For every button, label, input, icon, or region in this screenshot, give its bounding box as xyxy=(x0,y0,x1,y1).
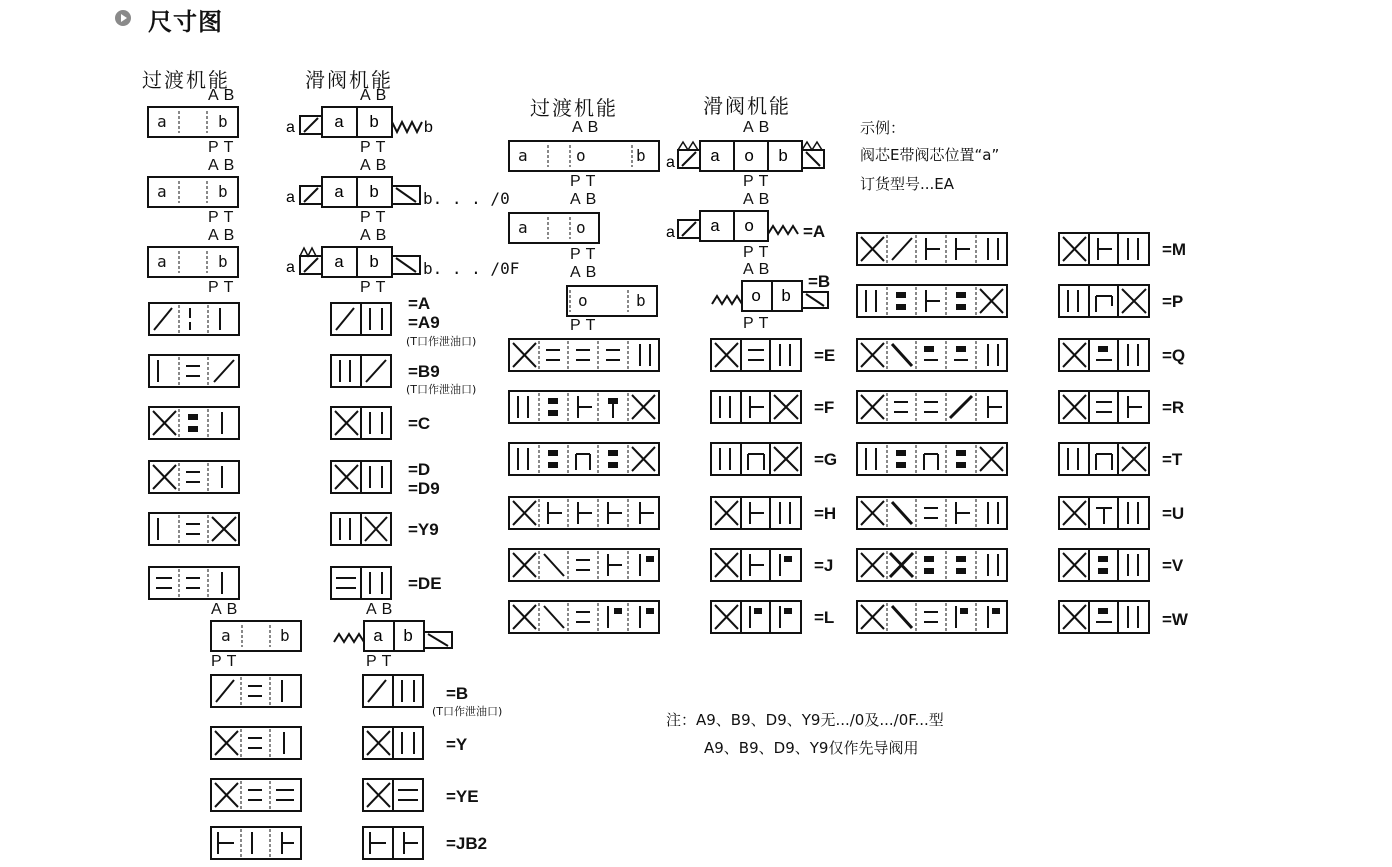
spool-valve-detent xyxy=(282,176,432,208)
cell-a: a xyxy=(518,146,528,165)
port-label-ab: AB xyxy=(570,191,602,208)
port-label-ab: AB xyxy=(360,87,392,104)
cell-a: a xyxy=(157,112,167,131)
spool-symbol xyxy=(148,512,240,546)
label-e: =E xyxy=(814,346,836,365)
spool-symbol xyxy=(362,826,424,860)
spool-symbol xyxy=(856,284,1008,318)
cell-b: b xyxy=(636,291,646,310)
svg-text:a: a xyxy=(666,224,675,241)
port-label-ab: AB xyxy=(743,191,775,208)
svg-text:a: a xyxy=(666,154,675,171)
spool-symbol xyxy=(856,442,1008,476)
label-c: =C xyxy=(408,414,431,433)
label-r: =R xyxy=(1162,398,1185,417)
svg-text:b: b xyxy=(369,184,380,203)
port-label-pt: PT xyxy=(211,653,242,670)
label-m: =M xyxy=(1162,240,1187,259)
label-p: =P xyxy=(1162,292,1184,311)
label-j: =J xyxy=(814,556,834,575)
suffix-zero: b. . . /0 xyxy=(423,189,510,208)
svg-text:a: a xyxy=(710,218,721,237)
note-line-2: A9、B9、D9、Y9仅作先导阀用 xyxy=(704,739,919,757)
spool-symbol xyxy=(508,338,660,372)
label-d: =D xyxy=(408,460,431,479)
spool-symbol xyxy=(710,390,802,424)
page-title: 尺寸图 xyxy=(148,8,223,36)
spool-symbol xyxy=(508,600,660,634)
svg-text:b: b xyxy=(778,148,789,167)
port-label-pt: PT xyxy=(208,279,239,296)
svg-text:a: a xyxy=(334,114,345,133)
spool-symbol xyxy=(210,726,302,760)
example-line-3: 订货型号...EA xyxy=(860,175,955,193)
cell-b: b xyxy=(280,626,290,645)
spool-symbol xyxy=(710,338,802,372)
svg-text:o: o xyxy=(744,218,755,237)
port-label-pt: PT xyxy=(570,317,601,334)
port-label-pt: PT xyxy=(366,653,397,670)
spool-valve-spring xyxy=(282,106,442,138)
spool-symbol xyxy=(210,778,302,812)
spool-symbol xyxy=(148,406,240,440)
label-note-t-drain: (T口作泄油口) xyxy=(406,335,477,348)
label-jb2: =JB2 xyxy=(446,834,488,853)
label-l: =L xyxy=(814,608,835,627)
heading-transition-2: 过渡机能 xyxy=(530,96,618,120)
spool-symbol xyxy=(1058,496,1150,530)
label-g: =G xyxy=(814,450,838,469)
label-y: =Y xyxy=(446,735,468,754)
label-v: =V xyxy=(1162,556,1184,575)
svg-text:b: b xyxy=(369,254,380,273)
cell-b: b xyxy=(218,112,228,131)
label-h: =H xyxy=(814,504,837,523)
spool-symbol xyxy=(330,512,392,546)
svg-text:a: a xyxy=(286,119,295,136)
port-label-pt: PT xyxy=(208,139,239,156)
note-line-1: 注：A9、B9、D9、Y9无.../0及.../0F...型 xyxy=(666,711,944,729)
port-label-pt: PT xyxy=(743,315,774,332)
label-a: =A xyxy=(408,294,431,313)
svg-text:a: a xyxy=(334,184,345,203)
spool-valve-2pos-a xyxy=(664,210,804,242)
spool-valve-3pos-spring xyxy=(664,140,832,172)
cell-o: o xyxy=(576,218,586,237)
spool-symbol xyxy=(330,302,392,336)
svg-text:a: a xyxy=(334,254,345,273)
label-b9: =B9 xyxy=(408,362,440,381)
heading-spool-1: 滑阀机能 xyxy=(305,68,393,92)
port-label-pt: PT xyxy=(360,209,391,226)
label-f: =F xyxy=(814,398,835,417)
bullet-icon xyxy=(115,10,131,26)
spool-symbol xyxy=(710,496,802,530)
spool-symbol xyxy=(148,354,240,388)
label-b: =B xyxy=(446,684,469,703)
cell-a: a xyxy=(157,182,167,201)
spool-symbol xyxy=(1058,442,1150,476)
port-label-pt: PT xyxy=(360,139,391,156)
port-label-pt: PT xyxy=(208,209,239,226)
port-label-pt: PT xyxy=(743,173,774,190)
spool-symbol xyxy=(210,674,302,708)
spool-symbol xyxy=(508,548,660,582)
port-label-ab: AB xyxy=(208,157,240,174)
spool-symbol xyxy=(1058,548,1150,582)
spool-symbol xyxy=(330,354,392,388)
spool-symbol xyxy=(362,778,424,812)
label-u: =U xyxy=(1162,504,1185,523)
svg-text:o: o xyxy=(751,288,762,307)
cell-o: o xyxy=(578,291,588,310)
label-d9: =D9 xyxy=(408,479,440,498)
label-y9: =Y9 xyxy=(408,520,439,539)
spool-symbol xyxy=(362,674,424,708)
spool-symbol xyxy=(856,390,1008,424)
spool-symbol xyxy=(1058,390,1150,424)
label-q: =Q xyxy=(1162,346,1186,365)
port-label-ab: AB xyxy=(743,261,775,278)
port-label-ab: AB xyxy=(570,264,602,281)
spool-symbol xyxy=(362,726,424,760)
spool-symbol xyxy=(710,600,802,634)
example-line-2: 阀芯E带阀芯位置“a” xyxy=(860,146,1000,164)
spool-symbol xyxy=(330,566,392,600)
cell-a: a xyxy=(518,218,528,237)
svg-text:o: o xyxy=(744,148,755,167)
spool-symbol xyxy=(508,390,660,424)
spool-symbol xyxy=(710,548,802,582)
spool-symbol xyxy=(856,338,1008,372)
label-b: =B xyxy=(808,272,831,291)
cell-a: a xyxy=(157,252,167,271)
cell-b: b xyxy=(218,182,228,201)
port-label-pt: PT xyxy=(570,246,601,263)
label-a9: =A9 xyxy=(408,313,440,332)
spool-valve-detent-manual xyxy=(282,246,432,278)
svg-text:b: b xyxy=(403,628,414,647)
spool-symbol xyxy=(330,406,392,440)
label-a: =A xyxy=(803,222,826,241)
heading-transition-1: 过渡机能 xyxy=(142,68,230,92)
label-ye: =YE xyxy=(446,787,479,806)
svg-text:b: b xyxy=(424,119,433,136)
spool-symbol xyxy=(856,548,1008,582)
svg-text:a: a xyxy=(286,259,295,276)
label-w: =W xyxy=(1162,610,1188,629)
spool-symbol xyxy=(148,460,240,494)
port-label-pt: PT xyxy=(360,279,391,296)
spool-symbol xyxy=(1058,284,1150,318)
port-label-ab: AB xyxy=(366,601,398,618)
svg-text:a: a xyxy=(710,148,721,167)
spool-symbol xyxy=(330,460,392,494)
label-note-t-drain: (T口作泄油口) xyxy=(432,705,503,718)
port-label-ab: AB xyxy=(572,119,604,136)
spool-symbol xyxy=(508,442,660,476)
heading-spool-2: 滑阀机能 xyxy=(703,94,791,118)
label-t: =T xyxy=(1162,450,1183,469)
spool-symbol xyxy=(710,442,802,476)
label-note-t-drain: (T口作泄油口) xyxy=(406,383,477,396)
svg-text:a: a xyxy=(286,189,295,206)
spool-symbol xyxy=(1058,600,1150,634)
spool-symbol xyxy=(856,496,1008,530)
spool-symbol xyxy=(210,826,302,860)
spool-valve-spring-left xyxy=(334,620,456,652)
example-title: 示例： xyxy=(860,119,906,137)
cell-o: o xyxy=(576,146,586,165)
port-label-ab: AB xyxy=(360,157,392,174)
svg-text:a: a xyxy=(373,628,384,647)
port-label-ab: AB xyxy=(360,227,392,244)
port-label-pt: PT xyxy=(570,173,601,190)
svg-text:b: b xyxy=(369,114,380,133)
label-de: =DE xyxy=(408,574,442,593)
port-label-ab: AB xyxy=(208,227,240,244)
spool-symbol xyxy=(1058,232,1150,266)
cell-b: b xyxy=(636,146,646,165)
suffix-zero-f: b. . . /0F xyxy=(423,259,520,278)
spool-symbol xyxy=(148,566,240,600)
spool-symbol xyxy=(508,496,660,530)
port-label-ab: AB xyxy=(208,87,240,104)
port-label-pt: PT xyxy=(743,244,774,261)
spool-symbol xyxy=(1058,338,1150,372)
port-label-ab: AB xyxy=(211,601,243,618)
cell-b: b xyxy=(218,252,228,271)
cell-a: a xyxy=(221,626,231,645)
spool-symbol xyxy=(856,600,1008,634)
spool-symbol xyxy=(148,302,240,336)
spool-symbol xyxy=(856,232,1008,266)
port-label-ab: AB xyxy=(743,119,775,136)
svg-text:b: b xyxy=(781,288,792,307)
